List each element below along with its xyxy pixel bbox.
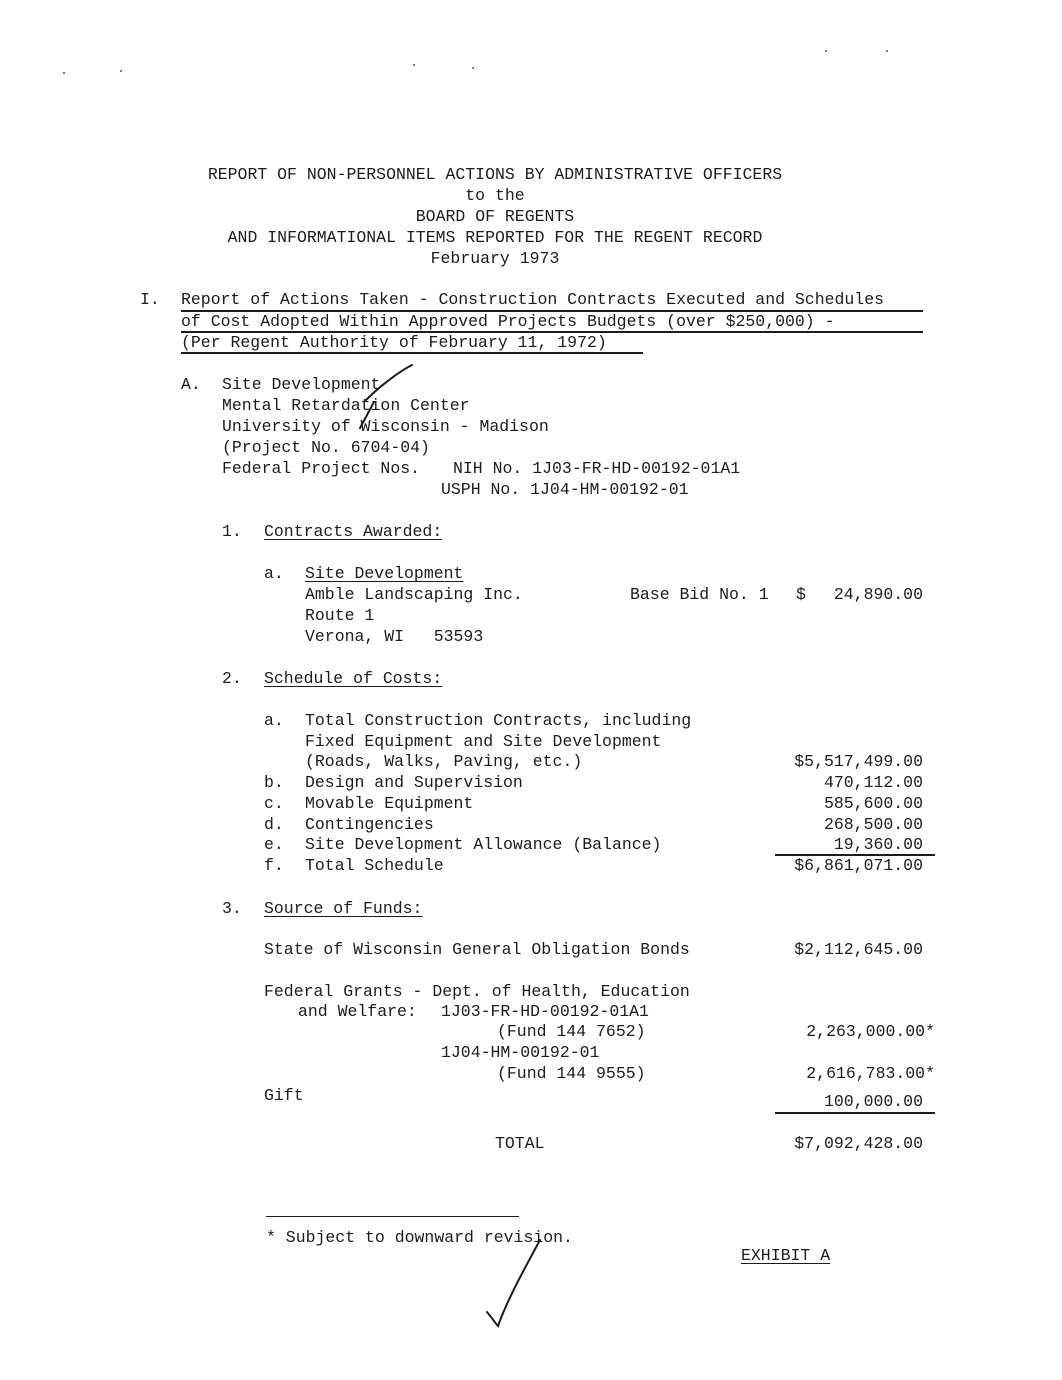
report-title-line1: REPORT OF NON-PERSONNEL ACTIONS BY ADMINISTRATIVE OFFICERS — [207, 165, 783, 184]
schedule-letter-f: f. — [264, 856, 284, 875]
schedule-letter-b: b. — [264, 773, 284, 792]
schedule-amount-e: 19,360.00 — [833, 835, 923, 854]
schedule-amount-d: 268,500.00 — [823, 815, 923, 834]
state-bonds-amount: $2,112,645.00 — [794, 940, 923, 959]
contractor-name: Amble Landscaping Inc. — [305, 585, 523, 604]
item-a-university: University of Wisconsin - Madison — [222, 417, 549, 436]
total-label: TOTAL — [495, 1134, 545, 1153]
schedule-label-d: Contingencies — [305, 815, 434, 834]
federal-project-label: Federal Project Nos. — [222, 459, 421, 478]
schedule-label-e: Site Development Allowance (Balance) — [305, 835, 662, 854]
contractor-address1: Route 1 — [305, 606, 375, 625]
schedule-label-f: Total Schedule — [305, 856, 444, 875]
report-title-line4: AND INFORMATIONAL ITEMS REPORTED FOR THE REGENT RECORD — [227, 228, 763, 247]
contract-a-letter: a. — [264, 564, 284, 583]
federal-grants-line2: and Welfare: — [298, 1002, 417, 1021]
footnote: * Subject to downward revision. — [266, 1228, 573, 1247]
grant2-fund: (Fund 144 9555) — [497, 1064, 646, 1083]
schedule-label-a1: Total Construction Contracts, including — [305, 711, 692, 730]
schedule-letter-e: e. — [264, 835, 284, 854]
item-a-project-no: (Project No. 6704-04) — [222, 438, 430, 457]
gift-label: Gift — [264, 1086, 304, 1105]
item-a-title: Site Development — [222, 375, 381, 394]
schedule-amount-f: $6,861,071.00 — [794, 856, 923, 875]
section-title-line2: of Cost Adopted Within Approved Projects Budgets (over $250,000) - — [181, 312, 835, 331]
federal-grants-line1: Federal Grants - Dept. of Health, Education — [264, 982, 690, 1001]
contract-dollar-sign: $ — [796, 585, 806, 604]
contractor-address2: Verona, WI 53593 — [305, 627, 484, 646]
schedule-amount-a: $5,517,499.00 — [794, 752, 923, 771]
contract-a-title: Site Development — [305, 564, 464, 583]
schedule-letter-a: a. — [264, 711, 284, 730]
report-title-line3: BOARD OF REGENTS — [415, 207, 575, 226]
total-amount: $7,092,428.00 — [794, 1134, 923, 1153]
report-title-line2: to the — [465, 186, 525, 205]
state-bonds-label: State of Wisconsin General Obligation Bonds — [264, 940, 690, 959]
nih-number: NIH No. 1J03-FR-HD-00192-01A1 — [453, 459, 741, 478]
grant1-amount: 2,263,000.00* — [806, 1022, 935, 1041]
schedule-letter-c: c. — [264, 794, 284, 813]
contract-amount: 24,890.00 — [833, 585, 923, 604]
schedule-amount-b: 470,112.00 — [823, 773, 923, 792]
funds-number: 3. — [222, 899, 242, 918]
check-mark-top — [360, 365, 412, 428]
item-a-center: Mental Retardation Center — [222, 396, 470, 415]
contracts-number: 1. — [222, 522, 242, 541]
check-mark-bottom — [487, 1240, 540, 1326]
grant2-amount: 2,616,783.00* — [806, 1064, 935, 1083]
schedule-label-c: Movable Equipment — [305, 794, 474, 813]
schedule-letter-d: d. — [264, 815, 284, 834]
funds-heading: Source of Funds: — [264, 899, 423, 918]
contracts-heading: Contracts Awarded: — [264, 522, 443, 541]
grant1-fund: (Fund 144 7652) — [497, 1022, 646, 1041]
grant1-id: 1J03-FR-HD-00192-01A1 — [441, 1002, 649, 1021]
gift-amount: 100,000.00 — [823, 1092, 923, 1111]
schedule-label-a2: Fixed Equipment and Site Development — [305, 732, 662, 751]
schedule-amount-c: 585,600.00 — [823, 794, 923, 813]
section-title-line3: (Per Regent Authority of February 11, 1972) — [181, 333, 607, 352]
exhibit-label: EXHIBIT A — [741, 1246, 831, 1265]
schedule-heading: Schedule of Costs: — [264, 669, 443, 688]
section-numeral: I. — [140, 290, 160, 309]
item-a-letter: A. — [181, 375, 201, 394]
report-date: February 1973 — [430, 249, 560, 268]
schedule-label-b: Design and Supervision — [305, 773, 523, 792]
schedule-label-a3: (Roads, Walks, Paving, etc.) — [305, 752, 583, 771]
usph-number: USPH No. 1J04-HM-00192-01 — [441, 480, 689, 499]
grant2-id: 1J04-HM-00192-01 — [441, 1043, 600, 1062]
schedule-number: 2. — [222, 669, 242, 688]
section-title-line1: Report of Actions Taken - Construction Contracts Executed and Schedules — [181, 290, 885, 309]
contract-bid-label: Base Bid No. 1 — [630, 585, 769, 604]
